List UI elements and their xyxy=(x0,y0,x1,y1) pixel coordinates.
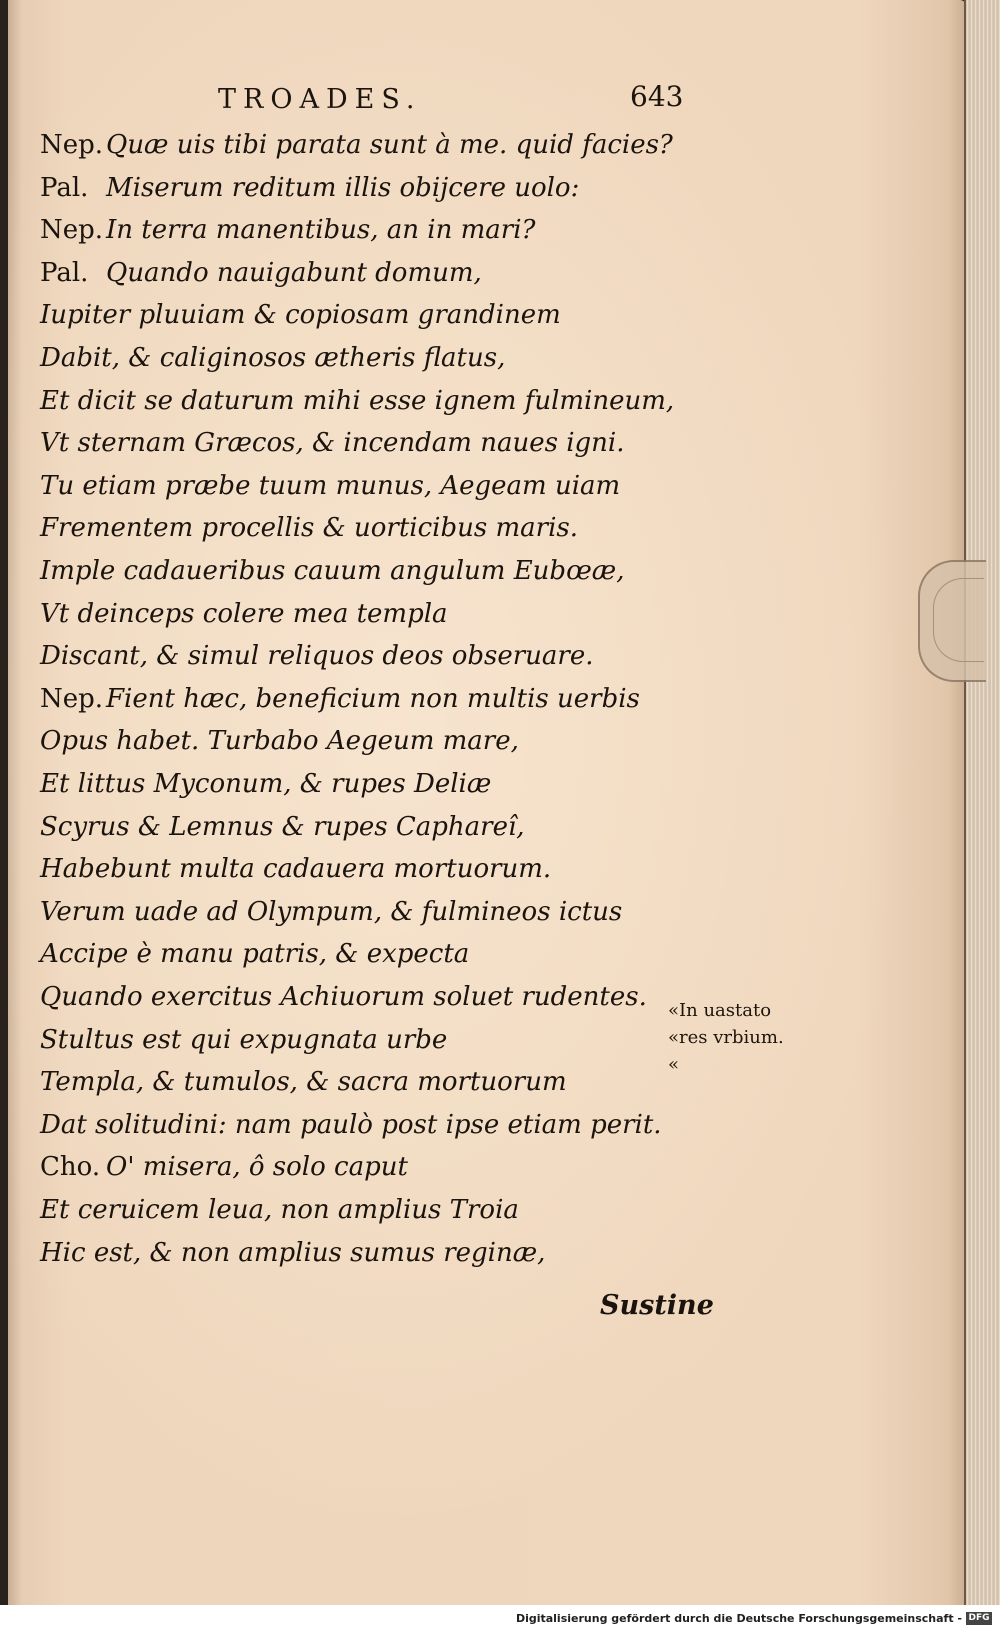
verse-line-text: Et dicit se daturum mihi esse ignem fulmineum, xyxy=(40,385,675,416)
verse-line-text: Scyrus & Lemnus & rupes Caphareî, xyxy=(40,811,525,842)
verse-line-text: Frementem procellis & uorticibus maris. xyxy=(40,513,579,544)
verse-line-text: Et ceruicem leua, non amplius Troia xyxy=(40,1195,519,1225)
verse-line xyxy=(40,599,448,629)
verse-line xyxy=(40,1110,662,1140)
verse-line xyxy=(40,1152,408,1182)
speaker-label: Cho. xyxy=(40,1152,101,1183)
verse-line-text: Quando exercitus Achiuorum soluet rudentes. xyxy=(40,982,647,1012)
verse-line xyxy=(40,1238,545,1268)
footer-credit: Digitalisierung gefördert durch die Deutsche Forschungsgemeinschaft - xyxy=(515,1612,962,1625)
verse-line xyxy=(40,130,673,160)
margin-note-2: «res vrbium. xyxy=(668,1027,784,1048)
verse-line-text: Dabit, & caliginosos ætheris flatus, xyxy=(40,343,506,373)
verse-line-text: Verum uade ad Olympum, & fulmineos ictus xyxy=(40,896,623,927)
verse-line-text: Vt deinceps colere mea templa xyxy=(40,598,448,629)
verse-line xyxy=(40,982,647,1012)
verse-line-text: Dat solitudini: nam paulò post ipse etiam perit. xyxy=(40,1109,662,1140)
verse-line xyxy=(40,300,561,330)
running-head: TROADES. xyxy=(218,84,422,115)
verse-line xyxy=(40,471,620,501)
verse-line-text: Hic est, & non amplius sumus reginæ, xyxy=(40,1237,546,1268)
verse-line-text: Quando nauigabunt domum, xyxy=(106,257,482,288)
speaker-label: Pal. xyxy=(40,257,89,288)
dfg-logo: DFG xyxy=(966,1612,992,1625)
verse-line-text: Iupiter pluuiam & copiosam grandinem xyxy=(40,300,561,331)
verse-line xyxy=(40,1025,447,1055)
verse-line xyxy=(40,684,640,714)
verse-line-text: Opus habet. Turbabo Aegeum mare, xyxy=(40,726,519,757)
verse-line-text: Habebunt multa cadauera mortuorum. xyxy=(40,854,552,885)
verse-line-text: Vt sternam Græcos, & incendam naues igni. xyxy=(40,428,625,459)
speaker-label: Nep. xyxy=(40,130,104,160)
speaker-label: Pal. xyxy=(40,172,89,203)
speaker-label: Nep. xyxy=(40,215,104,246)
verse-line xyxy=(40,556,624,586)
verse-line-text: Accipe è manu patris, & expecta xyxy=(40,939,470,970)
verse-line xyxy=(40,1067,567,1097)
verse-line-text: Et littus Myconum, & rupes Deliæ xyxy=(40,769,492,799)
page-edges xyxy=(964,0,1000,1605)
page-number: 643 xyxy=(630,80,684,113)
speaker-label: Nep. xyxy=(40,683,104,714)
verse-line-text: Imple cadaueribus cauum angulum Eubœæ, xyxy=(40,556,625,586)
verse-line xyxy=(40,812,525,842)
verse-line-text: Discant, & simul reliquos deos obseruare. xyxy=(40,641,594,672)
verse-line-text: In terra manentibus, an in mari? xyxy=(106,215,536,246)
margin-note-1: «In uastato xyxy=(668,1000,772,1021)
verse-line xyxy=(40,513,578,543)
verse-line xyxy=(40,939,469,969)
verse-line xyxy=(40,173,579,203)
clasp-tab-inner xyxy=(933,578,984,662)
verse-line xyxy=(40,769,491,799)
verse-line xyxy=(40,343,505,373)
verse-line-text: Stultus est qui expugnata urbe xyxy=(40,1024,448,1055)
book-page xyxy=(8,0,966,1605)
verse-line xyxy=(40,428,624,458)
verse-line-text: Miserum reditum illis obijcere uolo: xyxy=(106,172,580,203)
catchword: Sustine xyxy=(600,1290,714,1321)
verse-line-text: O' misera, ô solo caput xyxy=(106,1152,408,1183)
verse-line xyxy=(40,854,551,884)
verse-line-text: Templa, & tumulos, & sacra mortuorum xyxy=(40,1067,567,1098)
verse-line xyxy=(40,386,674,416)
verse-line-text: Tu etiam præbe tuum munus, Aegeam uiam xyxy=(40,470,621,501)
verse-line xyxy=(40,215,535,245)
margin-note-3: « xyxy=(668,1054,680,1075)
verse-line xyxy=(40,258,482,288)
verse-line-text: Fient hæc, beneficium non multis uerbis xyxy=(106,683,640,714)
verse-line xyxy=(40,641,594,671)
verse-line-text: Quæ uis tibi parata sunt à me. quid facies? xyxy=(106,130,673,160)
verse-line xyxy=(40,897,622,927)
verse-line xyxy=(40,1195,519,1225)
verse-line xyxy=(40,726,519,756)
